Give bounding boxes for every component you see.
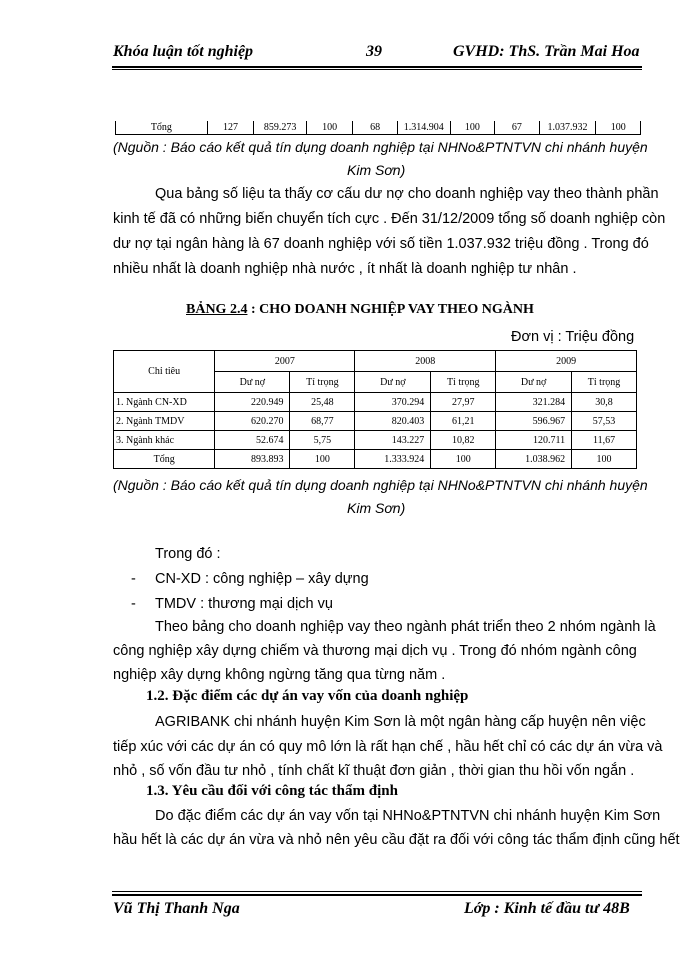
source-note-line1: (Nguồn : Báo cáo kết quả tín dụng doanh nghiệp tại NHNo&PTNTVN chi nhánh huyện bbox=[113, 139, 648, 155]
table-corner-header: Chỉ tiêu bbox=[114, 351, 215, 393]
column-header: Tỉ trọng bbox=[572, 372, 637, 393]
bullet-dash: - bbox=[131, 571, 136, 587]
table-cell: 100 bbox=[431, 450, 496, 469]
paragraph-line: nghiệp xây dựng không ngừng tăng qua từng năm . bbox=[113, 667, 446, 683]
paragraph-line: nhiều nhất là doanh nghiệp nhà nước , ít nhất là doanh nghiệp tư nhân . bbox=[113, 261, 577, 277]
table-cell: 68 bbox=[353, 121, 397, 135]
table-cell: 61,21 bbox=[431, 412, 496, 431]
table-cell: 57,53 bbox=[572, 412, 637, 431]
paragraph-line: Theo bảng cho doanh nghiệp vay theo ngành phát triển theo 2 nhóm ngành là bbox=[155, 619, 656, 635]
table-title-text: : CHO DOANH NGHIỆP VAY THEO NGÀNH bbox=[247, 302, 534, 317]
definition-item: CN-XD : công nghiệp – xây dựng bbox=[155, 571, 369, 587]
table-cell: 1.037.932 bbox=[539, 121, 596, 135]
table-cell: 27,97 bbox=[431, 393, 496, 412]
table-cell: 100 bbox=[290, 450, 355, 469]
table-cell: 127 bbox=[207, 121, 253, 135]
table-cell: 68,77 bbox=[290, 412, 355, 431]
table-cell: 893.893 bbox=[215, 450, 290, 469]
table-cell: 820.403 bbox=[355, 412, 431, 431]
paragraph-line: Qua bảng số liệu ta thấy cơ cấu dư nợ cho doanh nghiệp vay theo thành phần bbox=[155, 186, 659, 202]
year-header: 2008 bbox=[355, 351, 496, 372]
paragraph-line: AGRIBANK chi nhánh huyện Kim Sơn là một ngân hàng cấp huyện nên việc bbox=[155, 714, 646, 730]
table-cell: 370.294 bbox=[355, 393, 431, 412]
footer-author: Vũ Thị Thanh Nga bbox=[113, 900, 240, 917]
table-row bbox=[114, 431, 637, 450]
table-cell: 1.333.924 bbox=[355, 450, 431, 469]
definitions-intro: Trong đó : bbox=[155, 546, 221, 562]
bullet-dash: - bbox=[131, 596, 136, 612]
source-note-line1: (Nguồn : Báo cáo kết quả tín dụng doanh nghiệp tại NHNo&PTNTVN chi nhánh huyện bbox=[113, 477, 648, 493]
header-title: Khóa luận tốt nghiệp bbox=[113, 43, 254, 60]
row-label: 2. Ngành TMDV bbox=[114, 412, 215, 431]
column-header: Dư nợ bbox=[355, 372, 431, 393]
table-cell: 620.270 bbox=[215, 412, 290, 431]
paragraph-line: hầu hết là các dự án vừa và nhỏ nên yêu cầu đặt ra đối với công tác thẩm định cũng hết bbox=[113, 832, 680, 848]
paragraph-line: nhỏ , số vốn đầu tư nhỏ , tính chất kĩ thuật đơn giản , thời gian thu hồi vốn ngắn . bbox=[113, 763, 635, 779]
paragraph-line: dư nợ tại ngân hàng là 67 doanh nghiệp với số tiền 1.037.932 triệu đồng . Trong đó bbox=[113, 236, 649, 252]
table-cell: 5,75 bbox=[290, 431, 355, 450]
paragraph-line: kinh tế đã có những biến chuyển tích cực . Đến 31/12/2009 tổng số doanh nghiệp còn bbox=[113, 211, 666, 227]
row-label: 1. Ngành CN-XD bbox=[114, 393, 215, 412]
table-cell: 100 bbox=[596, 121, 641, 135]
table-cell: 10,82 bbox=[431, 431, 496, 450]
column-header: Dư nợ bbox=[215, 372, 290, 393]
footer-rule bbox=[112, 894, 642, 896]
year-header: 2009 bbox=[496, 351, 637, 372]
source-note-line2: Kim Sơn) bbox=[347, 500, 406, 516]
footer-rule-thin bbox=[112, 891, 642, 892]
source-note-line2: Kim Sơn) bbox=[347, 162, 406, 178]
page-number: 39 bbox=[366, 43, 382, 60]
table-cell: 596.967 bbox=[496, 412, 572, 431]
header-rule-thin bbox=[112, 69, 642, 70]
paragraph-line: Do đặc điểm các dự án vay vốn tại NHNo&PTNTVN chi nhánh huyện Kim Sơn bbox=[155, 808, 661, 824]
paragraph-line: công nghiệp xây dựng chiếm và thương mại dịch vụ . Trong đó nhóm ngành công bbox=[113, 643, 637, 659]
table-cell: 100 bbox=[450, 121, 495, 135]
section-heading: 1.3. Yêu cầu đối với công tác thẩm định bbox=[146, 783, 398, 799]
table-cell: 120.711 bbox=[496, 431, 572, 450]
column-header: Tỉ trọng bbox=[290, 372, 355, 393]
column-header: Dư nợ bbox=[496, 372, 572, 393]
header-supervisor: GVHD: ThS. Trần Mai Hoa bbox=[453, 43, 640, 60]
column-header: Tỉ trọng bbox=[431, 372, 496, 393]
table-header-row bbox=[114, 351, 637, 372]
table-cell: 321.284 bbox=[496, 393, 572, 412]
table-cell: 25,48 bbox=[290, 393, 355, 412]
table-cell: 1.038.962 bbox=[496, 450, 572, 469]
table-title-label: BẢNG 2.4 bbox=[186, 302, 248, 317]
table-cell: 100 bbox=[306, 121, 352, 135]
paragraph-line: tiếp xúc với các dự án có quy mô lớn là rất hạn chế , hầu hết chỉ có các dự án vừa và bbox=[113, 739, 663, 755]
industry-loan-table bbox=[113, 350, 637, 469]
definition-item: TMDV : thương mại dịch vụ bbox=[155, 596, 333, 612]
table-cell: 100 bbox=[572, 450, 637, 469]
unit-label: Đơn vị : Triệu đồng bbox=[511, 329, 635, 345]
table-cell: 1.314.904 bbox=[397, 121, 450, 135]
table-row bbox=[114, 412, 637, 431]
table-cell: Tổng bbox=[116, 121, 208, 135]
row-label: Tổng bbox=[114, 450, 215, 469]
year-header: 2007 bbox=[215, 351, 355, 372]
table-row bbox=[116, 121, 641, 135]
table-cell: 52.674 bbox=[215, 431, 290, 450]
table-cell: 859.273 bbox=[254, 121, 307, 135]
table-cell: 143.227 bbox=[355, 431, 431, 450]
section-heading: 1.2. Đặc điểm các dự án vay vốn của doanh nghiệp bbox=[146, 688, 469, 704]
footer-class: Lớp : Kinh tế đầu tư 48B bbox=[464, 900, 630, 917]
header-rule bbox=[112, 66, 642, 68]
table-cell: 30,8 bbox=[572, 393, 637, 412]
row-label: 3. Ngành khác bbox=[114, 431, 215, 450]
table-total-row bbox=[114, 450, 637, 469]
table-cell: 67 bbox=[495, 121, 539, 135]
top-table-fragment bbox=[115, 121, 641, 135]
table-row bbox=[114, 393, 637, 412]
table-cell: 11,67 bbox=[572, 431, 637, 450]
table-title bbox=[186, 302, 534, 318]
table-cell: 220.949 bbox=[215, 393, 290, 412]
